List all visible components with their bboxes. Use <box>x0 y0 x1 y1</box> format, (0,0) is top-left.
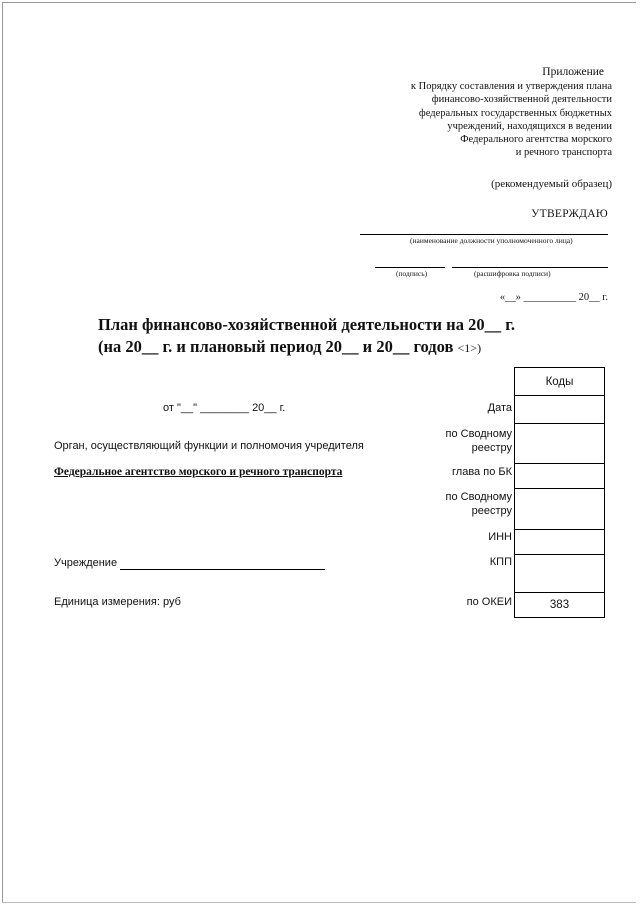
appendix-line: федеральных государственных бюджетных <box>418 107 612 119</box>
label-date: Дата <box>487 402 512 414</box>
approval-date: «__» __________ 20__ г. <box>499 292 608 303</box>
codes-table <box>514 367 605 618</box>
appendix-line: Федерального агентства морского <box>460 134 612 146</box>
appendix-line: финансово-хозяйственной деятельности <box>431 94 612 106</box>
appendix-heading: Приложение <box>542 66 604 78</box>
code-cell-inn[interactable] <box>515 530 605 555</box>
appendix-line: к Порядку составления и утверждения плана <box>410 81 612 93</box>
unit-label: Единица измерения: руб <box>54 596 181 608</box>
recommended-sample-note: (рекомендуемый образец) <box>491 178 612 191</box>
decoding-line <box>452 267 608 268</box>
appendix-line: учреждений, находящихся в ведении <box>447 120 612 132</box>
signature-caption: (подпись) <box>396 269 428 278</box>
label-registry: по Сводному реестру <box>445 428 512 454</box>
position-caption: (наименование должности уполномоченного лица) <box>410 236 573 245</box>
label-bk-chapter: глава по БК <box>452 466 512 478</box>
plan-title-line-2-text: (на 20__ г. и плановый период 20__ и 20__ годов <box>98 337 454 356</box>
code-cell-registry-2[interactable] <box>515 489 605 530</box>
organ-name: Федеральное агентство морского и речного транспорта <box>54 466 343 478</box>
position-line <box>360 234 608 235</box>
page-border-top <box>2 2 636 3</box>
code-cell-okei[interactable]: 383 <box>515 593 605 618</box>
plan-title <box>98 314 515 359</box>
approval-title: УТВЕРЖДАЮ <box>531 208 608 220</box>
label-kpp: КПП <box>489 556 512 568</box>
page-border-left <box>2 2 3 902</box>
institution-line[interactable] <box>120 569 325 570</box>
organ-label: Орган, осуществляющий функции и полномочия учредителя <box>54 440 364 452</box>
code-cell-registry[interactable] <box>515 424 605 464</box>
label-inn: ИНН <box>488 531 512 543</box>
form-date: от "__" ________ 20__ г. <box>163 402 286 414</box>
decoding-caption: (расшифровка подписи) <box>474 269 551 278</box>
code-cell-kpp[interactable] <box>515 555 605 593</box>
plan-title-line-2 <box>98 336 515 359</box>
plan-title-line-1: План финансово-хозяйственной деятельности на 20__ г. <box>98 315 515 334</box>
code-cell-date[interactable] <box>515 396 605 424</box>
appendix-block <box>362 66 612 192</box>
signature-line <box>375 267 445 268</box>
label-registry-2: по Сводному реестру <box>445 491 512 517</box>
code-cell-bk-chapter[interactable] <box>515 464 605 489</box>
appendix-line: и речного транспорта <box>515 147 612 159</box>
label-okei: по ОКЕИ <box>466 596 512 608</box>
codes-header: Коды <box>515 368 605 396</box>
footnote-ref: <1>) <box>457 341 482 355</box>
institution-label: Учреждение <box>54 557 118 569</box>
page-border-bottom <box>2 902 636 903</box>
